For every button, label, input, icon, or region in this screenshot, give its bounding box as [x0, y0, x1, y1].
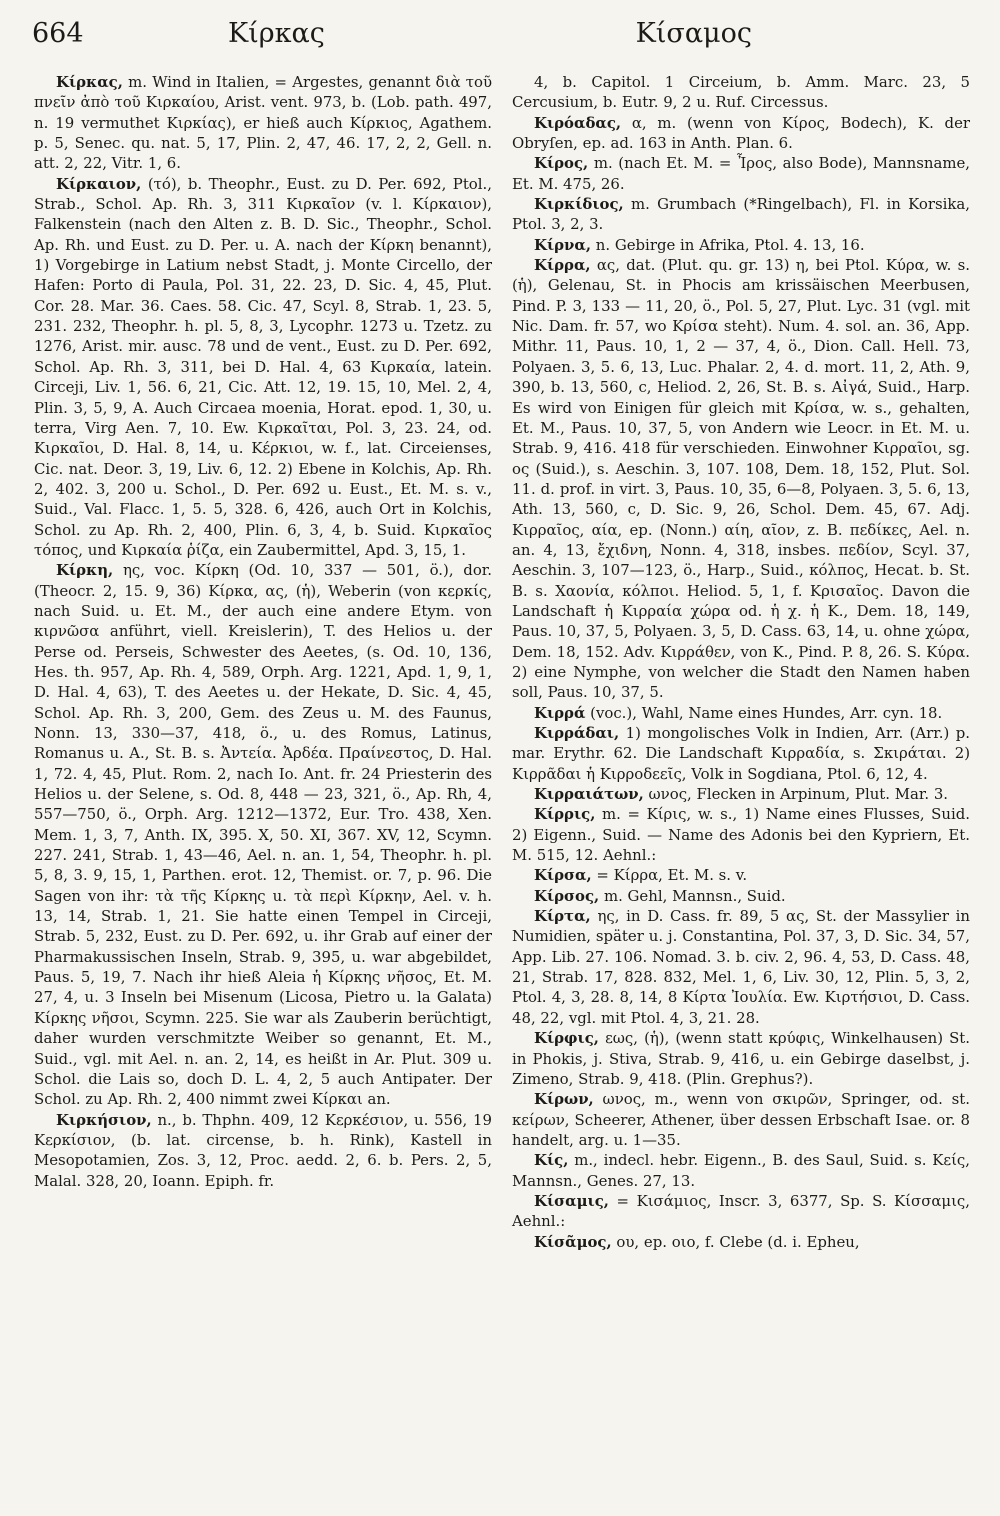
- entry-text: 4, b. Capitol. 1 Circeium, b. Amm. Marc. 23, 5 Cercusium, b. Eutr. 9, 2 u. Ruf. Circessus.: [512, 73, 970, 112]
- dictionary-entry: [512, 72, 970, 113]
- entry-headword: Κίσαμις,: [534, 1191, 609, 1210]
- dictionary-entry: [512, 1232, 970, 1252]
- page-header: [32, 14, 970, 60]
- dictionary-entry: [512, 865, 970, 885]
- entry-headword: Κίρος,: [534, 154, 589, 173]
- dictionary-entry: [512, 1028, 970, 1089]
- entry-text: ας, dat. (Plut. qu. gr. 13) η, bei Ptol. Κύρα, w. s. (ἡ), Gelenau, St. in Phocis am krissäischen Meerbusen, Pind. P. 3, 133 — 11, 20, ö., Pol. 5, 27, Plut. Lyc. 31 (vgl. mit Nic. Dam. fr. 57, wo Κρίσα steht). Num. 4. sol. an. 36, App. Mithr. 11, Paus. 10, 1, 2 — 37, 4, ö., Dion. Call. Hell. 73, Polyaen. 3, 5. 6, 13, Luc. Phalar. 2, 4. d. mort. 11, 2, Ath. 9, 390, b. 13, 560, c, Heliod. 2, 26, St. B. s. Αἰγά, Suid., Harp. Es wird von Einigen für gleich mit Κρίσα, w. s., gehalten, Et. M., Paus. 10, 37, 5, von Andern wie Leocr. in Et. M. u. Strab. 9, 416. 418 für verschieden. Einwohner Κιρραῖοι, sg. ος (Suid.), s. Aeschin. 3, 107. 108, Dem. 18, 152, Plut. Sol. 11. d. prof. in virt. 3, Paus. 10, 35, 6—8, Polyaen. 3, 5. 6, 13, Ath. 13, 560, c, D. Sic. 9, 26, Schol. Dem. 45, 67. Adj. Κιρραῖος, αία, ep. (Nonn.) αίη, αῖον, z. B. πεδίκες, Ael. n. an. 4, 13, ἔχιδνη, Nonn. 4, 318, insbes. πεδίον, Scyl. 37, Aeschin. 3, 107—123, ö., Harp., Suid., κόλπος, Hecat. b. St. B. s. Χαονία, κόλποι. Heliod. 5, 1, f. Κρισαῖος. Davon die Landschaft ἡ Κιρραία χώρα od. ἡ χ. ἡ Κ., Dem. 18, 149, Paus. 10, 37, 5, Polyaen. 3, 5, D. Cass. 63, 14, u. ohne χώρα, Dem. 18, 152. Adv. Κιρράθεν, von K., Pind. P. 8, 26. S. Κύρα. 2) eine Nymphe, von welcher die Stadt den Namen haben soll, Paus. 10, 37, 5.: [512, 256, 970, 702]
- running-headword-right: Κίσαμος: [635, 18, 752, 49]
- entry-headword: Κίρκαιον,: [56, 174, 142, 193]
- dictionary-entry: [512, 153, 970, 194]
- entry-text: ου, ep. οιο, f. Clebe (d. i. Epheu,: [616, 1232, 860, 1251]
- entry-headword: Κίρων,: [534, 1090, 594, 1109]
- entry-headword: Κίρσα,: [534, 866, 592, 885]
- entry-headword: Κιρράδαι,: [534, 724, 620, 742]
- entry-text: n., b. Thphn. 409, 12 Κερκέσιον, u. 556, 19 Κερκίσιον, (b. lat. circense, b. h. Rink), Kastell in Mesopotamien, Zos. 3, 12, Proc. aedd. 2, 6. b. Pers. 2, 5, Malal. 328, 20, Ioann. Epiph. fr.: [34, 1110, 492, 1190]
- dictionary-entry: [34, 174, 492, 561]
- entry-headword: Κίρφις,: [534, 1029, 599, 1048]
- dictionary-entry: [512, 906, 970, 1028]
- dictionary-entry: [512, 1150, 970, 1191]
- entry-text: n. Gebirge in Afrika, Ptol. 4. 13, 16.: [595, 235, 865, 254]
- dictionary-entry: [34, 1110, 492, 1191]
- dictionary-entry: [512, 886, 970, 906]
- entry-text: ωνος, m., wenn von σκιρῶν, Springer, od. st. κείρων, Scheerer, Athener, über dessen Erbschaft Isae. or. 8 handelt, arg. u. 1—35.: [512, 1090, 970, 1149]
- running-headword-left: Κίρκας: [228, 18, 325, 49]
- entry-headword: Κίρσος,: [534, 886, 600, 905]
- entry-text: (voc.), Wahl, Name eines Hundes, Arr. cyn. 18.: [590, 703, 943, 722]
- entry-headword: Κίρκας,: [56, 73, 123, 91]
- entry-text: = Κίρρα, Et. M. s. v.: [596, 866, 748, 885]
- entry-headword: Κίρρα,: [534, 256, 591, 275]
- entry-text: 1) mongolisches Volk in Indien, Arr. (Arr.) p. mar. Erythr. 62. Die Landschaft Κιρραδία, s. Σκιράται. 2) Κιρρᾶδαι ἡ Κιρροδεεῖς, Volk in Sogdiana, Ptol. 6, 12, 4.: [512, 724, 970, 783]
- dictionary-entry: [34, 560, 492, 1109]
- dictionary-entry: [512, 804, 970, 865]
- entry-headword: Κίρτα,: [534, 907, 591, 926]
- dictionary-entry: [512, 113, 970, 154]
- dictionary-entry: [512, 703, 970, 723]
- left-column: [34, 72, 492, 1191]
- entry-headword: Κιρραιάτων,: [534, 785, 644, 804]
- entry-text: = Κισάμιος, Inscr. 3, 6377, Sp. S. Κίσσαμις, Aehnl.:: [512, 1191, 970, 1231]
- entry-text: εως, (ἡ), (wenn statt κρύφις, Winkelhausen) St. in Phokis, j. Stiva, Strab. 9, 416, u. ein Gebirge daselbst, j. Zimeno, Strab. 9, 418. (Plin. Grephus?).: [512, 1029, 970, 1088]
- dictionary-entry: [512, 194, 970, 235]
- entry-headword: Κίς,: [534, 1151, 569, 1170]
- entry-headword: Κιρόαδας,: [534, 113, 622, 132]
- dictionary-entry: [512, 1089, 970, 1150]
- dictionary-entry: [512, 723, 970, 784]
- entry-text: m. = Κίρις, w. s., 1) Name eines Flusses, Suid. 2) Eigenn., Suid. — Name des Adonis bei den Kypriern, Et. M. 515, 12. Aehnl.:: [512, 805, 970, 865]
- entry-text: m. Gehl, Mannsn., Suid.: [603, 886, 786, 905]
- entry-headword: Κίσᾶμος,: [534, 1232, 612, 1251]
- entry-text: m. (nach Et. M. = Ἶρος, also Bode), Mannsname, Et. M. 475, 26.: [512, 154, 970, 193]
- entry-headword: Κιρρά: [534, 703, 586, 722]
- entry-text: m. Wind in Italien, = Argestes, genannt διὰ τοῦ πνεῖν ἀπὸ τοῦ Κιρκαίου, Arist. vent. 973, b. (Lob. path. 497, n. 19 vermuthet Κιρκίας), er hieß auch Κίρκιος, Agathem. p. 5, Senec. qu. nat. 5, 17, Plin. 2, 47, 46. 17, 2, 2, Gell. n. att. 2, 22, Vitr. 1, 6.: [34, 73, 493, 173]
- entry-text: ης, in D. Cass. fr. 89, 5 ας, St. der Massylier in Numidien, später u. j. Constantina, Pol. 37, 3, D. Sic. 34, 57, App. Lib. 27. 106. Nomad. 3. b. civ. 2, 96. 4, 53, D. Cass. 48, 21, Strab. 17, 828. 832, Mel. 1, 6, Liv. 30, 12, Plin. 5, 3, 2, Ptol. 4, 3, 28. 8, 14, 8 Κίρτα Ἰουλία. Ew. Κιρτήσιοι, D. Cass. 48, 22, vgl. mit Ptol. 4, 3, 21. 28.: [512, 907, 971, 1027]
- dictionary-entry: [512, 235, 970, 255]
- entry-headword: Κίρκη,: [56, 561, 114, 580]
- entry-text: m., indecl. hebr. Eigenn., B. des Saul, Suid. s. Κείς, Mannsn., Genes. 27, 13.: [512, 1151, 970, 1190]
- dictionary-entry: [512, 784, 970, 804]
- entry-text: ωνος, Flecken in Arpinum, Plut. Mar. 3.: [648, 785, 949, 804]
- entry-headword: Κιρκίδιος,: [534, 195, 624, 214]
- entry-text: α, m. (wenn von Κίρος, Bodech), K. der Obryſen, ep. ad. 163 in Anth. Plan. 6.: [512, 113, 971, 153]
- dictionary-entry: [34, 72, 492, 174]
- entry-text: ης, voc. Κίρκη (Od. 10, 337 — 501, ö.), dor. (Theocr. 2, 15. 9, 36) Κίρκα, ας, (ἡ), Weberin (von κερκίς, nach Suid. u. Et. M., der auch eine andere Etym. von κιρνῶσα anführt, viell. Kreislerin), T. des Helios u. der Perse od. Perseis, Schwester des Aeetes, (s. Od. 10, 136, Hes. th. 957, Ap. Rh. 4, 589, Orph. Arg. 1221, Apd. 1, 9, 1, D. Hal. 4, 63), T. des Aeetes u. der Hekate, D. Sic. 4, 45, Schol. Ap. Rh. 3, 200, Gem. des Zeus u. M. des Faunus, Nonn. 13, 330—37, 418, ö., u. des Romus, Latinus, Romanus u. A., St. B. s. Ἀντεία. Ἀρδέα. Πραίνεστος, D. Hal. 1, 72. 4, 45, Plut. Rom. 2, nach Io. Ant. fr. 24 Priesterin des Helios u. der Selene, s. Od. 8, 448 — 23, 321, ö., Ap. Rh, 4, 557—750, ö., Orph. Arg. 1212—1372, Eur. Tro. 438, Xen. Mem. 1, 3, 7, Anth. IX, 395. X, 50. XI, 367. XV, 12, Scymn. 227. 241, Strab. 1, 43—46, Ael. n. an. 1, 54, Theophr. h. pl. 5, 8, 3. 9, 15, 1, Parthen. erot. 12, Themist. or. 7, p. 96. Die Sagen von ihr: τὰ τῆς Κίρκης u. τὰ περὶ Κίρκην, Ael. v. h. 13, 14, Strab. 1, 21. Sie hatte einen Tempel in Circeji, Strab. 5, 232, Eust. zu D. Per. 692, u. ihr Grab auf einer der Pharmakussischen Inseln, Strab. 9, 395, u. war abgebildet, Paus. 5, 19, 7. Nach ihr hieß Aleia ἡ Κίρκης νῆσος, Et. M. 27, 4, u. 3 Inseln bei Misenum (Licosa, Pietro u. la Galata) Κίρκης νῆσοι, Scymn. 225. Sie war als Zauberin berüchtigt, daher wurden verschmitzte Weiber so genannt, Et. M., Suid., vgl. mit Ael. n. an. 2, 14, es heißt in Ar. Plut. 309 u. Schol. die Lais so, doch D. L. 4, 2, 5 auch Antipater. Der Schol. zu Ap. Rh. 2, 400 nimmt zwei Κίρκαι an.: [34, 561, 492, 1109]
- page-number: 664: [32, 18, 84, 49]
- dictionary-entry: [512, 1191, 970, 1232]
- entry-headword: Κιρκήσιον,: [56, 1110, 152, 1129]
- dictionary-entry: [512, 255, 970, 703]
- right-column: [512, 72, 970, 1252]
- entry-headword: Κίρρις,: [534, 805, 596, 824]
- entry-text: m. Grumbach (*Ringelbach), Fl. in Korsika, Ptol. 3, 2, 3.: [512, 195, 970, 234]
- entry-text: (τό), b. Theophr., Eust. zu D. Per. 692, Ptol., Strab., Schol. Ap. Rh. 3, 311 Κιρκαῖον (v. l. Κίρκαιον), Falkenstein (nach den Alten z. B. D. Sic., Theophr., Schol. Ap. Rh. und Eust. zu D. Per. u. A. nach der Κίρκη benannt), 1) Vorgebirge in Latium nebst Stadt, j. Monte Circello, der Hafen: Porto di Paula, Pol. 31, 22. 23, D. Sic. 4, 45, Plut. Cor. 28. Mar. 36. Caes. 58. Cic. 47, Scyl. 8, Strab. 1, 23. 5, 231. 232, Theophr. h. pl. 5, 8, 3, Lycophr. 1273 u. Tzetz. zu 1276, Arist. mir. ausc. 78 und de vent., Eust. zu D. Per. 692, Schol. Ap. Rh. 3, 311, bei D. Hal. 4, 63 Κιρκαία, latein. Circeji, Liv. 1, 56. 6, 21, Cic. Att. 12, 19. 15, 10, Mel. 2, 4, Plin. 3, 5, 9, A. Auch Circaea moenia, Horat. epod. 1, 30, u. terra, Virg Aen. 7, 10. Ew. Κιρκαῖται, Pol. 3, 23. 24, od. Κιρκαῖοι, D. Hal. 8, 14, u. Κέρκιοι, w. f., lat. Circeienses, Cic. nat. Deor. 3, 19, Liv. 6, 12. 2) Ebene in Kolchis, Ap. Rh. 2, 402. 3, 200 u. Schol., D. Per. 692 u. Eust., Et. M. s. v., Suid., Val. Flacc. 1, 5. 5, 328. 6, 426, auch Ort in Kolchis, Schol. zu Ap. Rh. 2, 400, Plin. 6, 3, 4, b. Suid. Κιρκαῖος τόπος, und Κιρκαία ῥίζα, ein Zaubermittel, Apd. 3, 15, 1.: [34, 174, 492, 559]
- entry-headword: Κίρνα,: [534, 235, 592, 254]
